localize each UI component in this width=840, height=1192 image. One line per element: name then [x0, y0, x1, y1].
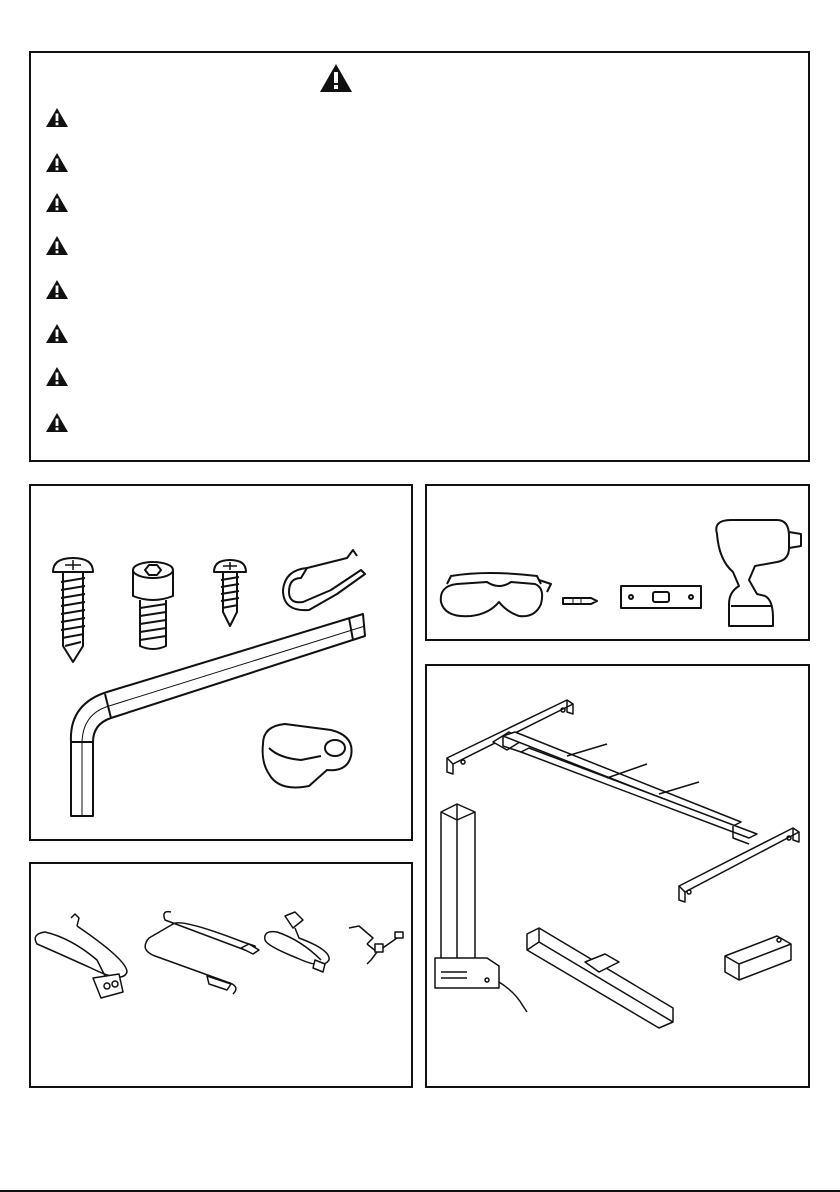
cable-hook-icon: [283, 550, 365, 610]
warning-triangle-icon: [45, 235, 69, 256]
warning-item: [45, 233, 785, 257]
spirit-level-icon: [621, 586, 701, 608]
hardware-panel: [29, 484, 413, 841]
warning-item: [45, 321, 785, 345]
warning-item: [45, 277, 785, 301]
crossbar-beam-icon: [527, 928, 673, 1028]
power-drill-icon: [716, 520, 801, 626]
safety-glasses-icon: [441, 573, 551, 616]
desk-frame-icon: [447, 700, 799, 902]
warning-item: [45, 364, 785, 388]
warning-triangle-icon: [45, 366, 69, 387]
cable-clip-icon: [263, 724, 352, 788]
warning-triangle-icon: [319, 63, 353, 93]
warning-triangle-icon: [45, 152, 69, 173]
driver-bit-icon: [563, 598, 597, 604]
warning-panel: [29, 51, 810, 462]
cables-panel: [29, 862, 413, 1088]
warning-triangle-icon: [45, 323, 69, 344]
socket-head-bolt-icon: [133, 562, 173, 649]
small-screw-icon: [214, 560, 246, 626]
motor-cable-icon: [265, 912, 329, 972]
frame-panel: [425, 664, 810, 1088]
warning-item: [45, 105, 785, 129]
warning-triangle-icon: [45, 107, 69, 128]
truss-head-screw-icon: [53, 558, 93, 662]
tools-panel: [425, 484, 810, 641]
warning-triangle-icon: [45, 192, 69, 213]
leg-column-icon: [435, 804, 527, 1012]
power-cord-icon: [145, 912, 259, 994]
warning-triangle-icon: [45, 279, 69, 300]
hand-controller-cable-icon: [35, 914, 127, 998]
control-box-icon: [725, 936, 791, 980]
warning-item: [45, 410, 785, 434]
warning-triangle-icon: [45, 412, 69, 433]
y-splitter-cable-icon: [349, 926, 403, 964]
warning-item: [45, 150, 785, 174]
allen-key-icon: [71, 614, 365, 816]
warning-item: [45, 190, 785, 214]
